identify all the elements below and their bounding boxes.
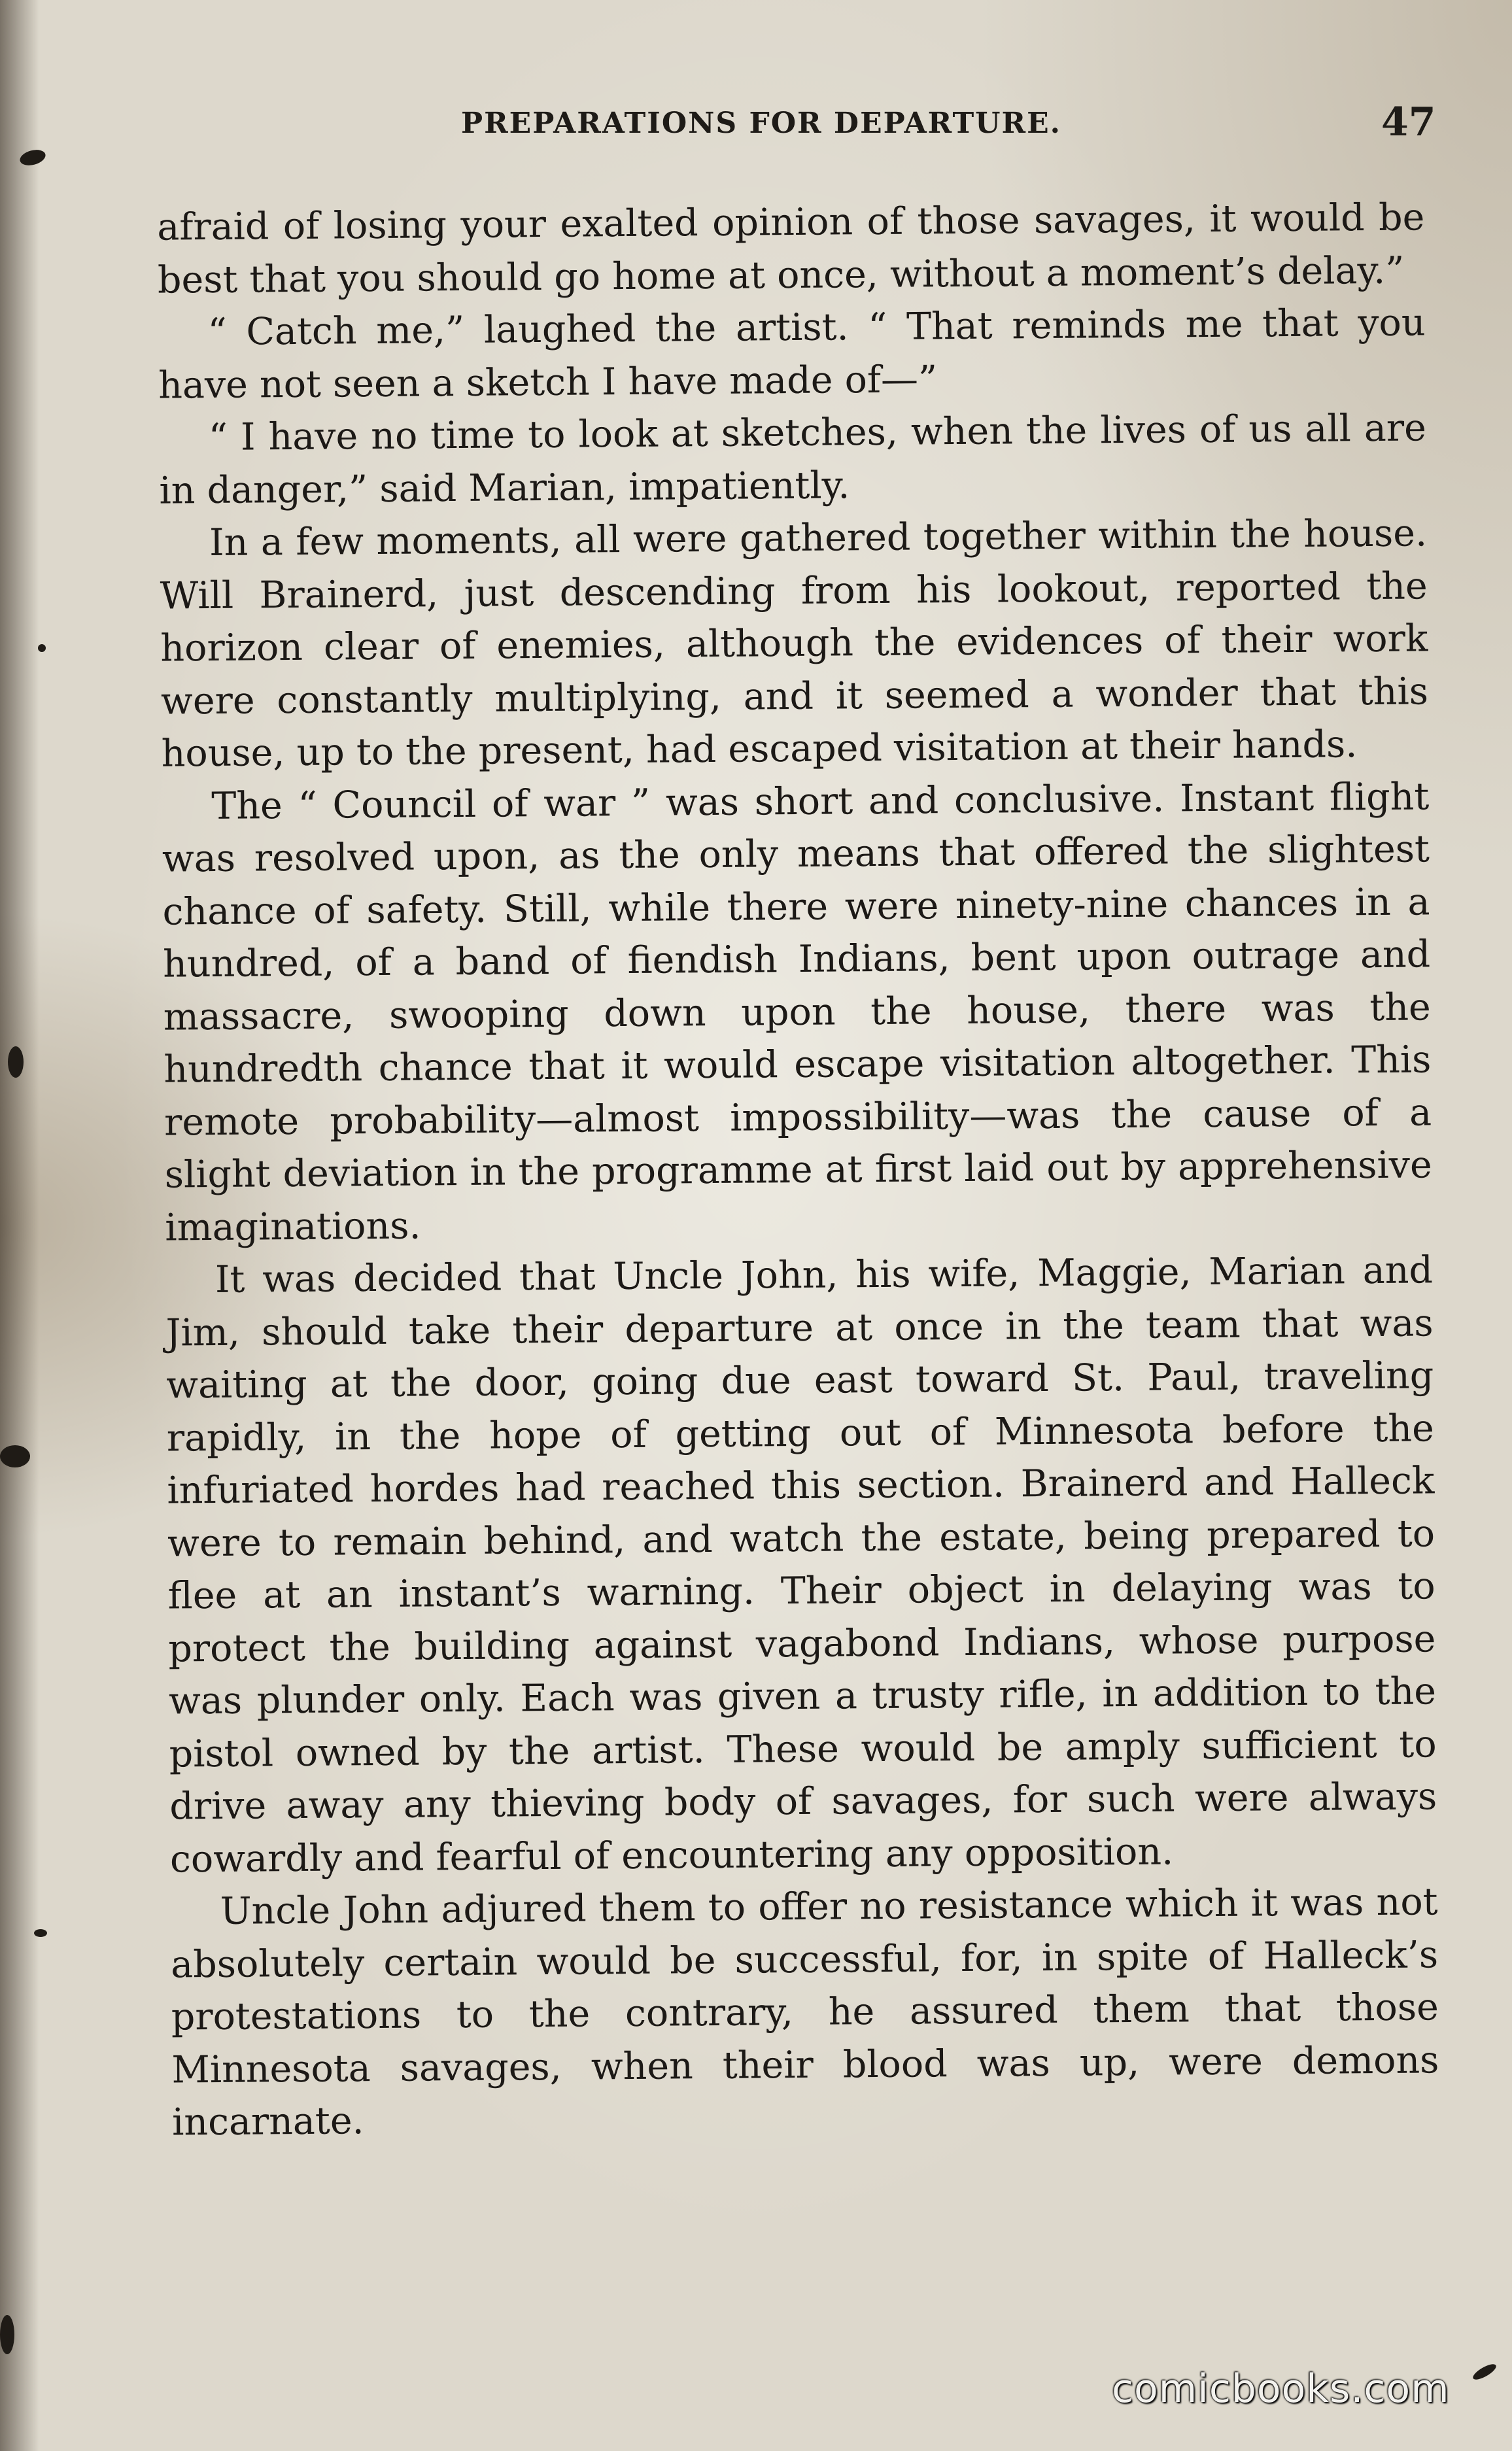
ink-speck — [8, 1046, 24, 1078]
paragraph: Uncle John adjured them to offer no resistance which it was not absolutely certain would be successful, for, in spite of Halleck’s protestations to the contrary, he assured them that those Minnesota savages, when their blood was up, were demons incarnate. — [170, 1880, 1439, 2144]
spine-shadow — [0, 0, 39, 2451]
ink-speck — [0, 1445, 30, 1467]
ink-speck — [38, 644, 46, 652]
paragraph: afraid of losing your exalted opinion of those savages, it would be best that you should go home at once, without a moment’s delay.” — [157, 196, 1425, 302]
paragraph: It was decided that Uncle John, his wife, Maggie, Marian and Jim, should take their departure at once in the team that was waiting at the door, going due east toward St. Paul, traveling rapidly, in the hope of getting out of Minnesota before the infuriated hordes had reached this section. Brainerd and Halleck were to remain behind, and watch the estate, being prepared to flee at an instant’s warning. Their object in delaying was to protect the building against vagabond Indians, whose purpose was plunder only. Each was given a trusty rifle, in addition to the pistol owned by the artist. These would be amply sufficient to drive away any thieving body of savages, for such were always cowardly and fearful of encountering any opposition. — [165, 1248, 1437, 1881]
body-text — [157, 191, 1439, 2149]
watermark: comicbooks.com — [1112, 2366, 1450, 2412]
page-number: 47 — [1381, 99, 1436, 145]
paragraph: “ I have no time to look at sketches, when the lives of us all are in danger,” said Marian, impatiently. — [159, 406, 1427, 513]
paragraph: In a few moments, all were gathered together within the house. Will Brainerd, just descending from his lookout, reported the horizon clear of enemies, although the evidences of their work were constantly multiplying, and it seemed a wonder that this house, up to the present, had escaped visitation at their hands. — [160, 511, 1429, 776]
paragraph: The “ Council of war ” was short and conclusive. Instant flight was resolved upon, as the only means that offered the slightest chance of safety. Still, while there were ninety-nine chances in a hundred, of a band of fiendish Indians, bent upon outrage and massacre, swooping down upon the house, there was the hundredth chance that it would escape visitation altogether. This remote probability—almost impossibility—was the cause of a slight deviation in the programme at first laid out by apprehensive imaginations. — [162, 774, 1432, 1250]
running-header: PREPARATIONS FOR DEPARTURE. — [461, 107, 1061, 140]
paragraph: “ Catch me,” laughed the artist. “ That reminds me that you have not seen a sketch I have made of—” — [158, 301, 1426, 407]
ink-speck — [0, 2315, 14, 2354]
ink-speck — [34, 1929, 47, 1937]
ink-speck — [1471, 2361, 1498, 2382]
